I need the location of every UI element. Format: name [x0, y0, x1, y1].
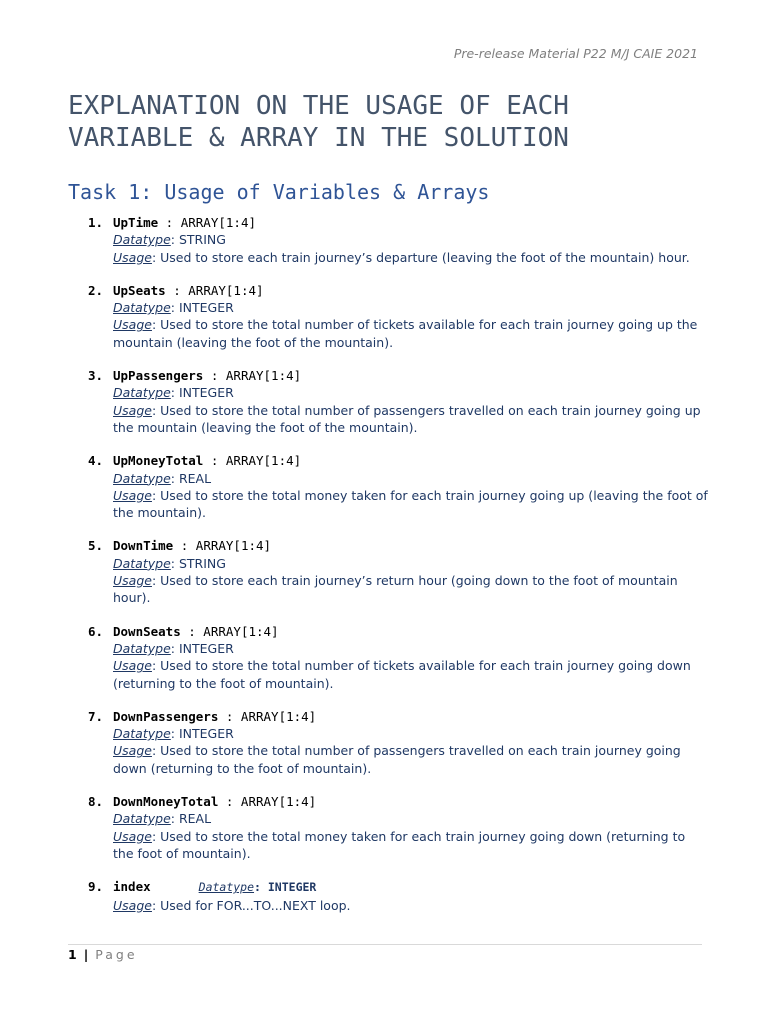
usage-text: : Used to store the total number of tickets available for each train journey going up the mountain (leaving the foot of the mountain). — [113, 317, 698, 350]
datatype-value: : INTEGER — [254, 880, 317, 895]
list-item — [88, 452, 708, 521]
datatype-label: Datatype — [113, 555, 171, 571]
item-number: 3. — [88, 368, 104, 384]
usage-text: : Used to store the total number of passengers travelled on each train journey going down (returning to the foot of mountain). — [113, 743, 681, 776]
item-number: 8. — [88, 794, 104, 810]
usage-label: Usage — [113, 743, 152, 759]
datatype-label: Datatype — [113, 300, 171, 316]
task-heading: Task 1: Usage of Variables & Arrays — [68, 180, 490, 204]
datatype-value: : STRING — [170, 555, 226, 571]
footer-divider — [68, 944, 702, 945]
variable-type: : ARRAY[1:4] — [203, 368, 302, 384]
usage-label: Usage — [113, 573, 152, 589]
variable-declaration — [113, 537, 708, 554]
usage-text: : Used to store each train journey’s return hour (going down to the foot of mountain hour). — [113, 573, 678, 606]
item-number: 9. — [88, 879, 104, 895]
usage-text: : Used to store each train journey’s departure (leaving the foot of the mountain) hour. — [151, 249, 690, 265]
variable-name: DownSeats — [113, 623, 181, 639]
datatype-line — [113, 384, 708, 401]
page-label: Page — [95, 947, 138, 962]
list-item — [88, 708, 708, 777]
list-item — [88, 537, 708, 606]
datatype-value: : REAL — [170, 470, 212, 486]
datatype-value: : STRING — [170, 232, 226, 248]
datatype-label: Datatype — [113, 640, 171, 656]
variable-name: UpPassengers — [113, 368, 204, 384]
usage-line — [113, 316, 708, 351]
page-number: 1 — [68, 947, 77, 962]
inline-datatype — [199, 880, 317, 894]
variable-name: UpMoneyTotal — [113, 453, 204, 469]
usage-line — [113, 572, 708, 607]
usage-label: Usage — [113, 897, 152, 913]
list-item — [88, 793, 708, 862]
usage-text: : Used for FOR...TO...NEXT loop. — [151, 897, 351, 913]
variable-type: : ARRAY[1:4] — [218, 794, 317, 810]
page-title-line-1: EXPLANATION ON THE USAGE OF EACH — [68, 91, 569, 121]
variable-type: : ARRAY[1:4] — [158, 215, 256, 230]
usage-line — [113, 657, 708, 692]
usage-line — [113, 742, 708, 777]
usage-line — [113, 487, 708, 522]
variable-list — [88, 214, 708, 930]
page-title — [68, 90, 708, 154]
list-item — [88, 623, 708, 692]
datatype-value: : INTEGER — [170, 726, 234, 742]
usage-text: : Used to store the total money taken for each train journey going up (leaving the foot of the mountain). — [113, 487, 708, 521]
datatype-value: : INTEGER — [170, 300, 234, 316]
usage-line — [113, 249, 708, 266]
variable-declaration — [113, 708, 708, 725]
usage-label: Usage — [113, 317, 152, 333]
variable-name: DownMoneyTotal — [113, 794, 219, 810]
usage-text: : Used to store the total number of tickets available for each train journey going down (returning to the foot of mountain). — [113, 658, 691, 691]
variable-type: : ARRAY[1:4] — [173, 538, 272, 554]
list-item-index — [88, 878, 708, 914]
datatype-label: Datatype — [113, 811, 171, 827]
usage-label: Usage — [113, 487, 152, 503]
variable-declaration — [113, 282, 708, 299]
datatype-value: : INTEGER — [170, 385, 234, 401]
item-number: 5. — [88, 538, 104, 554]
datatype-label: Datatype — [198, 880, 255, 895]
variable-type: : ARRAY[1:4] — [165, 282, 264, 298]
datatype-label: Datatype — [113, 385, 171, 401]
datatype-line — [113, 231, 708, 248]
footer-separator: | — [83, 947, 89, 962]
variable-type: : ARRAY[1:4] — [218, 708, 317, 724]
usage-text: : Used to store the total number of passengers travelled on each train journey going up the mountain (leaving the foot of the mountain). — [113, 402, 701, 435]
header-note: Pre-release Material P22 M/J CAIE 2021 — [453, 46, 698, 61]
usage-line — [113, 828, 708, 863]
variable-name: DownPassengers — [113, 708, 219, 724]
usage-label: Usage — [113, 658, 152, 674]
datatype-label: Datatype — [113, 232, 171, 248]
variable-type: : ARRAY[1:4] — [203, 453, 302, 469]
usage-label: Usage — [113, 402, 152, 418]
item-number: 1. — [88, 215, 104, 230]
page-footer — [68, 947, 138, 962]
variable-declaration — [113, 878, 708, 896]
item-number: 7. — [88, 708, 104, 724]
variable-name: index — [113, 879, 151, 895]
variable-declaration — [113, 793, 708, 810]
datatype-value: : INTEGER — [170, 640, 234, 656]
datatype-label: Datatype — [113, 470, 171, 486]
usage-label: Usage — [113, 249, 152, 265]
variable-name: UpSeats — [113, 282, 166, 298]
page-title-line-2: VARIABLE & ARRAY IN THE SOLUTION — [68, 123, 569, 153]
variable-name: UpTime — [113, 215, 159, 230]
datatype-label: Datatype — [113, 726, 171, 742]
item-number: 6. — [88, 623, 104, 639]
variable-declaration — [113, 452, 708, 469]
datatype-line — [113, 299, 708, 316]
datatype-line — [113, 725, 708, 742]
datatype-line — [113, 810, 708, 827]
datatype-value: : REAL — [170, 811, 212, 827]
list-item — [88, 282, 708, 351]
item-number: 4. — [88, 453, 104, 469]
datatype-line — [113, 555, 708, 572]
variable-declaration — [113, 623, 708, 640]
variable-type: : ARRAY[1:4] — [180, 623, 279, 639]
list-item — [88, 367, 708, 436]
datatype-line — [113, 640, 708, 657]
variable-declaration — [113, 214, 708, 231]
list-item — [88, 214, 708, 266]
usage-label: Usage — [113, 828, 152, 844]
usage-line — [113, 897, 708, 914]
datatype-line — [113, 470, 708, 487]
variable-declaration — [113, 367, 708, 384]
usage-line — [113, 402, 708, 437]
item-number: 2. — [88, 282, 104, 298]
usage-text: : Used to store the total money taken for each train journey going down (returning to the foot of mountain). — [113, 828, 686, 861]
variable-name: DownTime — [113, 538, 174, 554]
